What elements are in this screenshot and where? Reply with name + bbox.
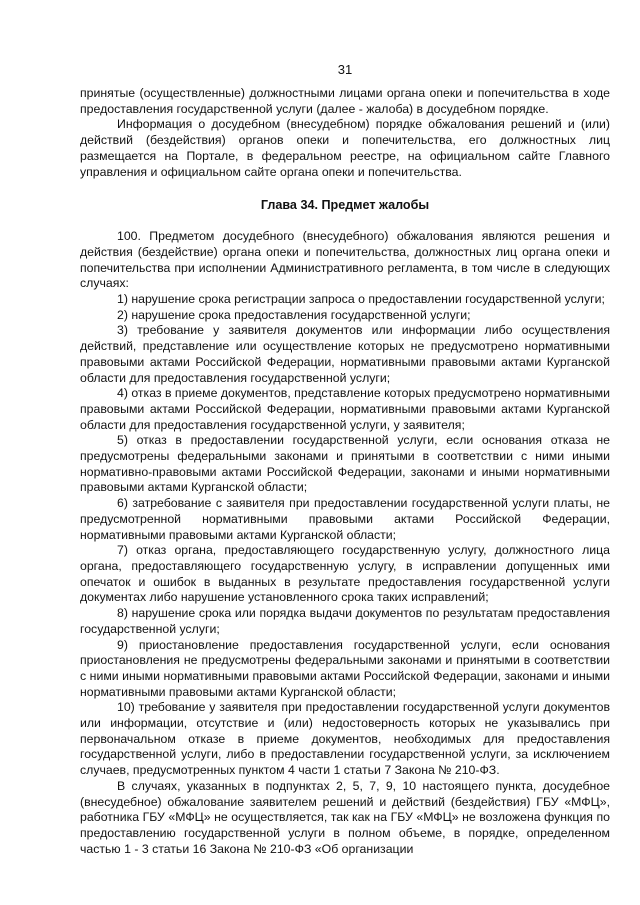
list-item-2: 2) нарушение срока предоставления государственной услуги; <box>117 307 471 322</box>
list-item-5: 5) отказ в предоставлении государственной услуги, если основания отказа не предусмотрены федеральными законами и принятыми в соответствии с ними иными нормативно-правовыми актами Российской Федерации, законами и иными нормативными правовыми актами Курганской области; <box>80 433 610 495</box>
page-number: 31 <box>337 62 353 77</box>
list-item-9: 9) приостановление предоставления государственной услуги, если основания приостановления не предусмотрены федеральными законами и принятыми в соответствии с ними иными нормативными правовыми актами Российской Федерации, законами и иными нормативными правовыми актами Курганской области; <box>80 637 610 699</box>
list-item-6: 6) затребование с заявителя при предоставлении государственной услуги платы, не предусмотренной нормативными правовыми актами Российской Федерации, нормативными правовыми актами Курганской области; <box>80 496 610 542</box>
list-item-7: 7) отказ органа, предоставляющего государственную услугу, должностного лица органа, предоставляющего государственную услугу, в исправлении допущенных ими опечаток и ошибок в выданных в результате предоставления государственной услуги документах либо нарушение установленного срока таких исправлений; <box>80 543 610 605</box>
intro-paragraph-1: принятые (осуществленные) должностными лицами органа опеки и попечительства в ходе предоставления государственной услуги (далее - жалоба) в досудебном порядке. <box>80 86 610 116</box>
closing-paragraph: В случаях, указанных в подпунктах 2, 5, 7, 9, 10 настоящего пункта, досудебное (внесудебное) обжалование заявителем решений и действий (бездействия) ГБУ «МФЦ», работника ГБУ «МФЦ» не осуществляется, так как на ГБУ «МФЦ» не возложена функция по предоставлению государственной услуги в полном объеме, в порядке, определенном частью 1 - 3 статьи 16 Закона № 210-ФЗ «Об организации <box>80 778 610 856</box>
list-item-3: 3) требование у заявителя документов или информации либо осуществления действий, представление или осуществление которых не предусмотрено нормативными правовыми актами Российской Федерации, нормативными правовыми актами Курганской области для предоставления государственной услуги; <box>80 323 610 385</box>
list-item-10: 10) требование у заявителя при предоставлении государственной услуги документов или информации, отсутствие и (или) недостоверность которых не указывались при первоначальном отказе в приеме документов, необходимых для предоставления государственной услуги, либо в предоставлении государственной услуги, за исключением случаев, предусмотренных пунктом 4 части 1 статьи 7 Закона № 210-ФЗ. <box>80 700 610 778</box>
list-item-4: 4) отказ в приеме документов, представление которых предусмотрено нормативными правовыми актами Российской Федерации, нормативными правовыми актами Курганской области для предоставления государственной услуги, у заявителя; <box>80 386 610 432</box>
list-item-8: 8) нарушение срока или порядка выдачи документов по результатам предоставления государственной услуги; <box>80 606 610 636</box>
chapter-heading: Глава 34. Предмет жалобы <box>260 198 430 213</box>
paragraph-100: 100. Предметом досудебного (внесудебного) обжалования являются решения и действия (бездействие) органа опеки и попечительства, должностных лиц органа опеки и попечительства при исполнении Административного регламента, в том числе в следующих случаях: <box>80 229 610 291</box>
list-item-1: 1) нарушение срока регистрации запроса о предоставлении государственной услуги; <box>117 292 605 307</box>
intro-paragraph-2: Информация о досудебном (внесудебном) порядке обжалования решений и (или) действий (бездействия) органов опеки и попечительства, его должностных лиц размещается на Портале, в федеральном реестре, на официальном сайте Главного управления и официальном сайте органа опеки и попечительства. <box>80 117 610 179</box>
